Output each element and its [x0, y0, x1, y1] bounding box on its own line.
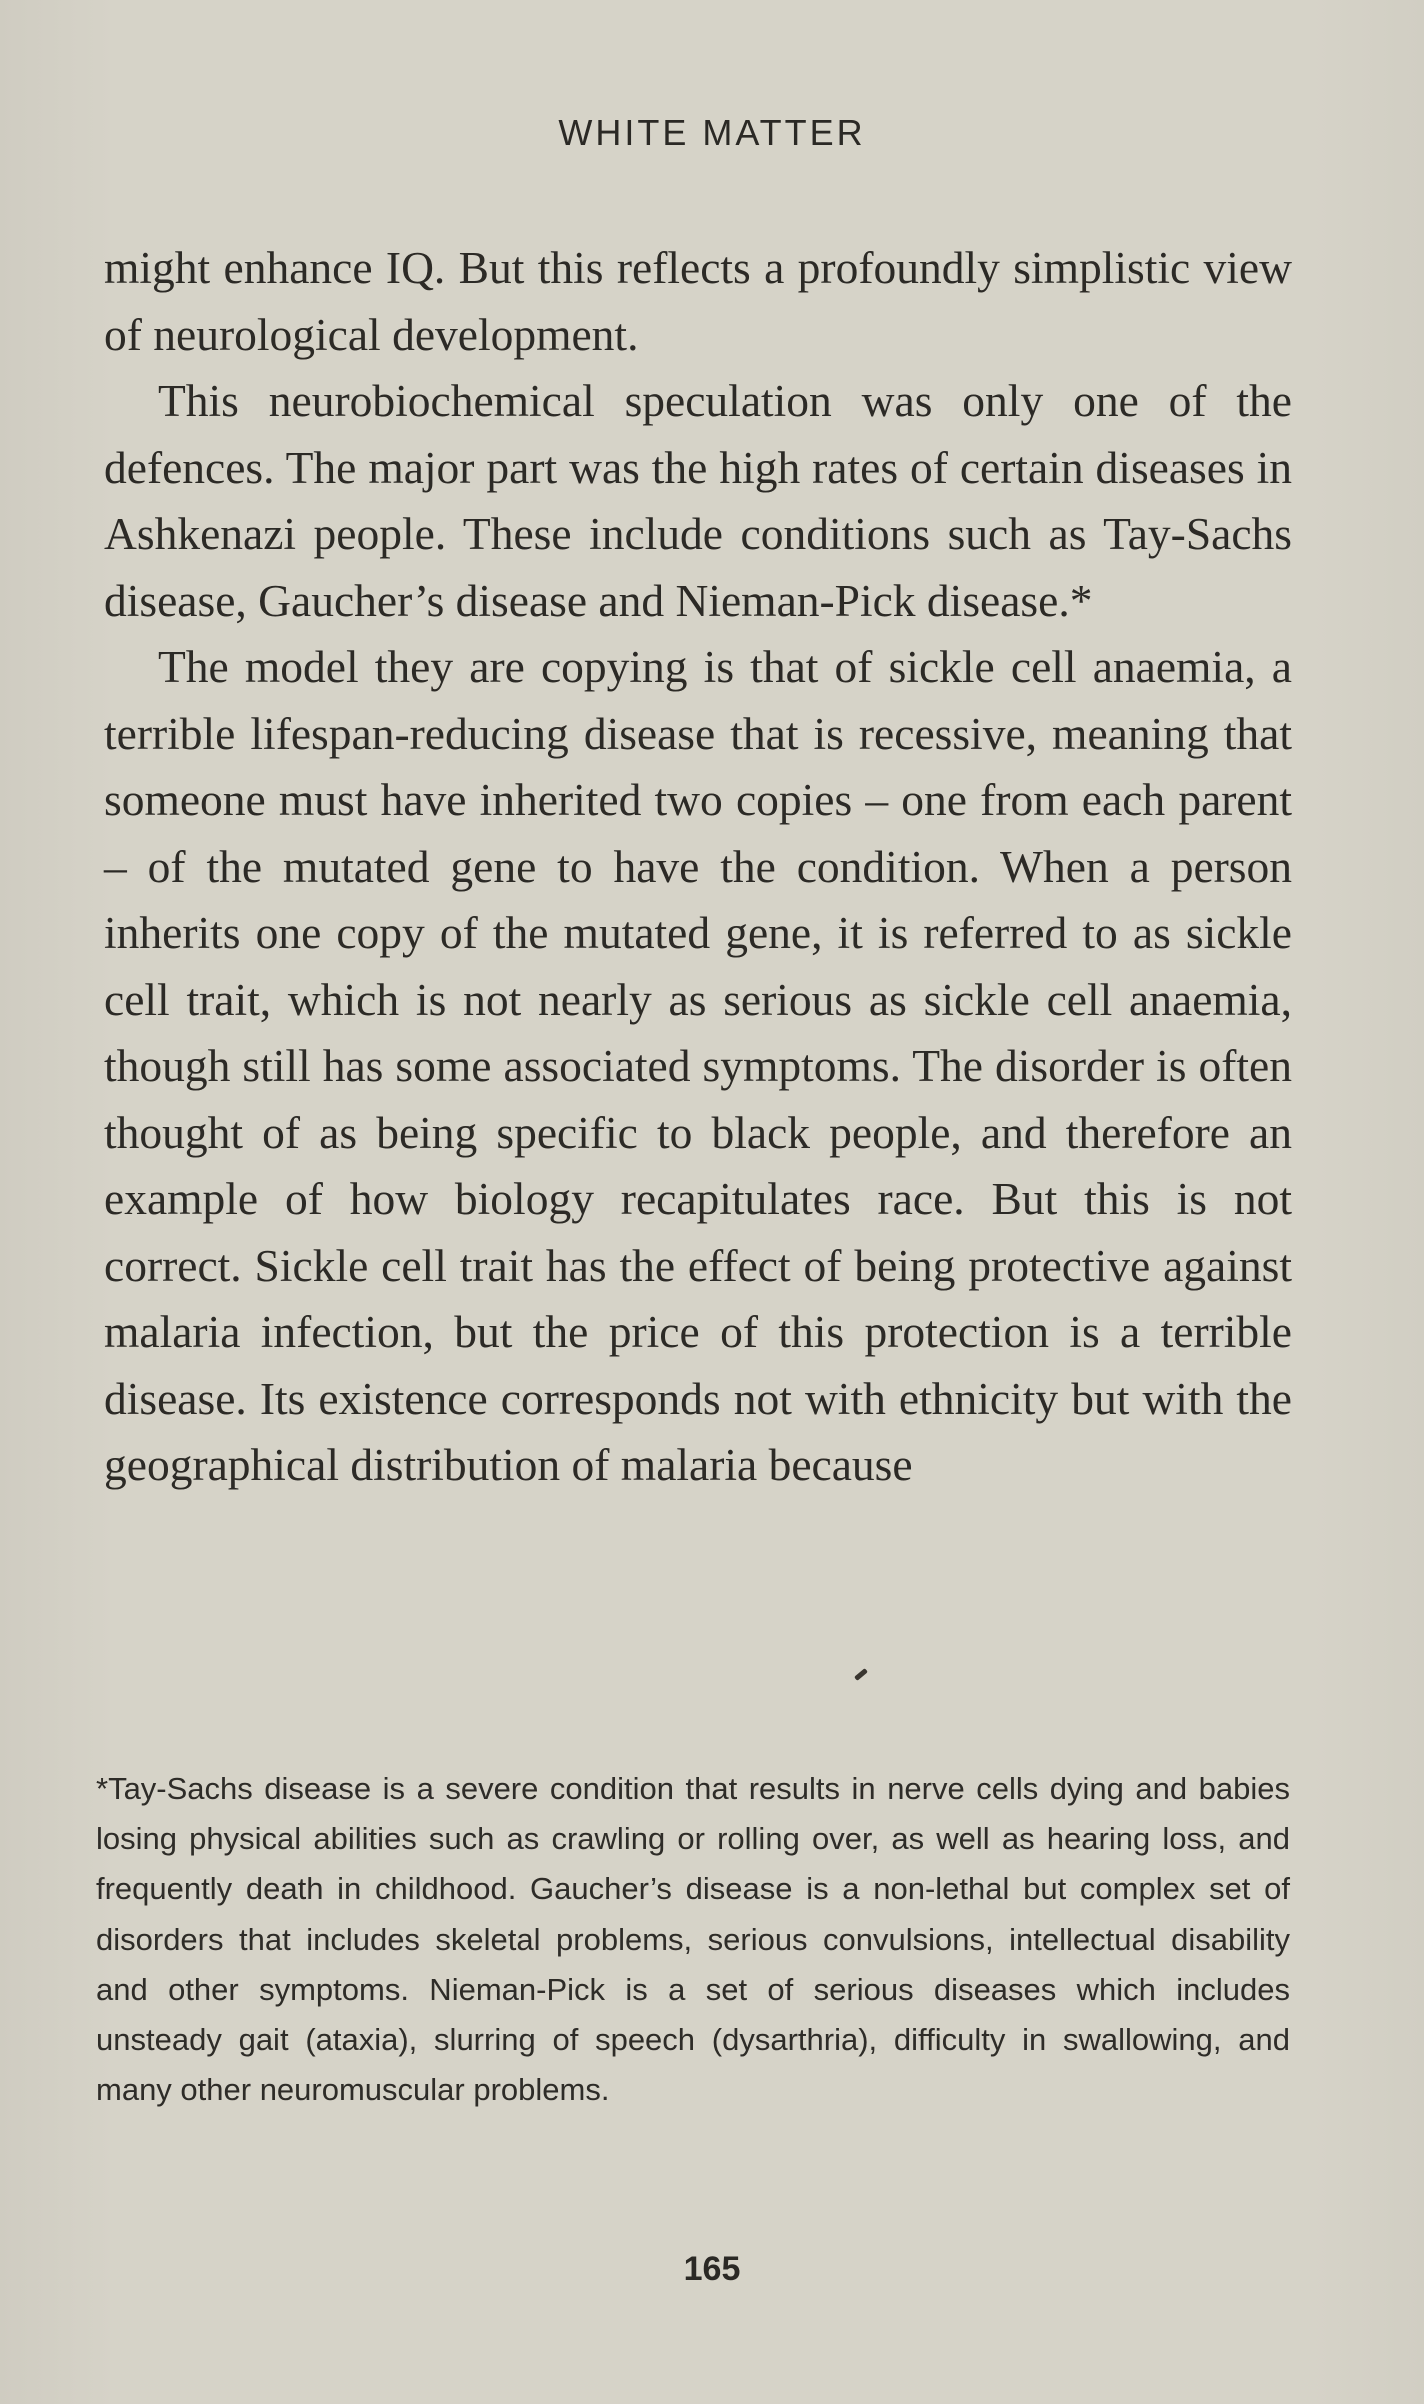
ink-speck	[854, 1668, 868, 1681]
footnote-text: *Tay-Sachs disease is a severe condition that results in nerve cells dying and babies losing physical abilities such as crawling or rolling over, as well as hearing loss, and frequently death in childhood. Gaucher’s disease is a non-lethal but complex set of disorders that includes skeletal problems, serious convulsions, intellectual disability and other symptoms. Nieman-Pick is a set of serious diseases which includes unsteady gait (ataxia), slurring of speech (dysarthria), difficulty in swallowing, and many other neuromuscular problems.	[96, 1771, 1290, 2108]
page-number: 165	[683, 2250, 741, 2288]
paragraph: The model they are copying is that of sickle cell anaemia, a terrible lifespan-reducing disease that is recessive, meaning that someone must have inherited two copies – one from each parent – of the mutated gene to have the condition. When a person inherits one copy of the mutated gene, it is referred to as sickle cell trait, which is not nearly as serious as sickle cell anaemia, though still has some associated symptoms. The disorder is often thought of as being specific to black people, and therefore an example of how biology recapitulates race. But this is not correct. Sickle cell trait has the effect of being protective against malaria infection, but the price of this protection is a terrible disease. Its existence corresponds not with ethnicity but with the geographical distribution of malaria because	[104, 641, 1292, 1490]
footnote	[96, 1764, 1290, 2115]
running-head: WHITE MATTER	[558, 112, 866, 153]
body-text	[104, 235, 1292, 1499]
paragraph: This neurobiochemical speculation was only one of the defences. The major part was the high rates of certain diseases in Ashkenazi people. These include conditions such as Tay-Sachs disease, Gaucher’s disease and Nieman-Pick disease.*	[104, 375, 1292, 626]
paragraph-continued: might enhance IQ. But this reflects a profoundly simplistic view of neurological development.	[104, 242, 1292, 360]
